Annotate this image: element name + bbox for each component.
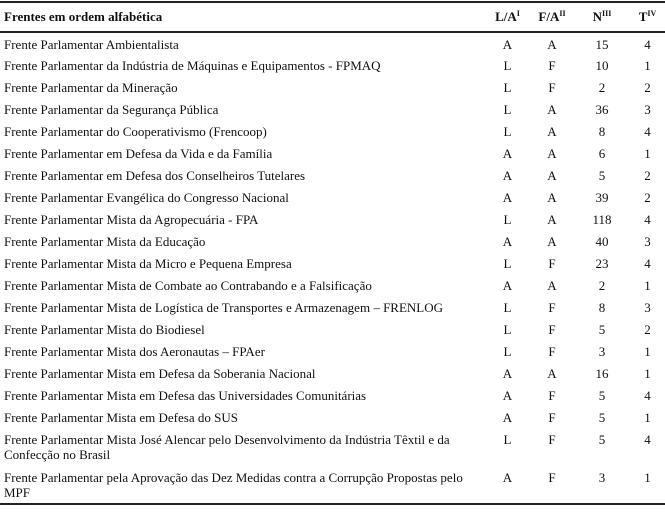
n-cell: 3 [598,470,606,485]
fa-cell: A [547,234,557,249]
fa-cell: F [548,80,556,95]
fa-cell: A [547,190,557,205]
table-row [0,274,665,296]
fa-cell: F [548,322,556,337]
n-cell: 8 [598,300,606,315]
t-cell: 3 [644,234,651,249]
header-n-label: N [592,9,603,24]
header-n-sup: III [602,9,612,18]
frente-name: Frente Parlamentar Mista do Biodiesel [4,322,205,337]
header-n [574,2,630,32]
t-cell: 1 [644,344,651,359]
frente-name: Frente Parlamentar Ambientalista [4,37,179,52]
t-cell: 4 [644,212,651,227]
fa-cell: A [547,124,557,139]
la-cell: L [503,212,512,227]
table-row [0,98,665,120]
fa-cell: F [548,300,556,315]
t-cell: 4 [644,37,651,52]
n-cell: 16 [595,366,609,381]
table-row [0,32,665,54]
n-cell: 3 [598,344,606,359]
t-cell: 1 [644,470,651,485]
frente-name: Frente Parlamentar Mista da Educação [4,234,206,249]
la-cell: L [503,432,512,447]
la-cell: L [503,322,512,337]
n-cell: 8 [598,124,606,139]
table-row [0,318,665,340]
table-row [0,384,665,406]
t-cell: 2 [644,168,651,183]
t-cell: 1 [644,410,651,425]
la-cell: A [502,470,513,485]
la-cell: L [503,58,512,73]
n-cell: 5 [598,322,606,337]
t-cell: 4 [644,256,651,271]
frente-name: Frente Parlamentar em Defesa da Vida e da Família [4,146,273,161]
table-row [0,296,665,318]
table-row [0,142,665,164]
fa-cell: F [548,58,556,73]
fa-cell: F [548,344,556,359]
frente-name: Frente Parlamentar Mista José Alencar pelo Desenvolvimento da Indústria Têxtil e da Confecção no Brasil [4,432,450,462]
t-cell: 4 [644,124,651,139]
header-fa-label: F/A [538,9,560,24]
la-cell: L [503,80,512,95]
t-cell: 4 [644,432,651,447]
la-cell: A [502,278,513,293]
frente-name: Frente Parlamentar da Segurança Pública [4,102,219,117]
header-fa [530,2,574,32]
fa-cell: A [547,146,557,161]
fa-cell: A [547,37,557,52]
la-cell: L [503,300,512,315]
t-cell: 3 [644,102,651,117]
n-cell: 23 [595,256,609,271]
frente-name: Frente Parlamentar Mista da Micro e Pequena Empresa [4,256,292,271]
frentes-table [0,1,665,505]
table-row [0,186,665,208]
n-cell: 5 [598,168,606,183]
frente-name: Frente Parlamentar Mista em Defesa da Soberania Nacional [4,366,316,381]
table-row [0,208,665,230]
fa-cell: A [547,278,557,293]
n-cell: 2 [598,278,606,293]
frente-name: Frente Parlamentar Mista em Defesa do SUS [4,410,238,425]
frente-name: Frente Parlamentar da Mineração [4,80,178,95]
header-row [0,2,665,32]
t-cell: 3 [644,300,651,315]
fa-cell: A [547,366,557,381]
fa-cell: A [547,168,557,183]
frente-name: Frente Parlamentar Mista em Defesa das Universidades Comunitárias [4,388,367,403]
table-row [0,230,665,252]
frente-name: Frente Parlamentar Mista da Agropecuária - FPA [4,212,259,227]
t-cell: 1 [644,146,651,161]
t-cell: 1 [644,278,651,293]
t-cell: 2 [644,80,651,95]
la-cell: L [503,102,512,117]
n-cell: 15 [595,37,609,52]
frente-name: Frente Parlamentar Evangélica do Congresso Nacional [4,190,289,205]
la-cell: L [503,344,512,359]
table-row [0,54,665,76]
la-cell: L [503,124,512,139]
n-cell: 10 [595,58,609,73]
la-cell: A [502,37,513,52]
header-t-sup: IV [647,9,657,18]
fa-cell: F [548,470,556,485]
t-cell: 4 [644,388,651,403]
la-cell: A [502,388,513,403]
table-row [0,164,665,186]
fa-cell: F [548,256,556,271]
la-cell: A [502,234,513,249]
la-cell: A [502,366,513,381]
header-t [630,2,665,32]
la-cell: A [502,190,513,205]
table-row [0,428,665,466]
frente-name: Frente Parlamentar pela Aprovação das Dez Medidas contra a Corrupção Propostas pelo MPF [4,470,463,500]
header-t-label: T [638,9,648,24]
frente-name: Frente Parlamentar do Cooperativismo (Frencoop) [4,124,267,139]
la-cell: L [503,256,512,271]
fa-cell: F [548,432,556,447]
n-cell: 6 [598,146,606,161]
header-la-sup: I [516,9,520,18]
frente-name: Frente Parlamentar em Defesa dos Conselheiros Tutelares [4,168,306,183]
frente-name: Frente Parlamentar da Indústria de Máquinas e Equipamentos - FPMAQ [4,58,381,73]
n-cell: 118 [592,212,612,227]
fa-cell: A [547,212,557,227]
header-la [485,2,530,32]
table-row [0,362,665,384]
t-cell: 1 [644,366,651,381]
table-row [0,252,665,274]
frente-name: Frente Parlamentar Mista de Logística de Transportes e Armazenagem – FRENLOG [4,300,444,315]
table-row [0,466,665,504]
table-row [0,76,665,98]
la-cell: A [502,168,513,183]
n-cell: 39 [595,190,609,205]
fa-cell: F [548,388,556,403]
table-row [0,340,665,362]
header-title: Frentes em ordem alfabética [0,2,485,32]
t-cell: 1 [644,58,651,73]
n-cell: 5 [598,410,606,425]
n-cell: 5 [598,432,606,447]
table-row [0,406,665,428]
t-cell: 2 [644,322,651,337]
t-cell: 2 [644,190,651,205]
n-cell: 36 [595,102,609,117]
n-cell: 2 [598,80,606,95]
table-row [0,120,665,142]
frente-name: Frente Parlamentar Mista de Combate ao Contrabando e a Falsificação [4,278,372,293]
fa-cell: F [548,410,556,425]
header-fa-sup: II [559,9,566,18]
fa-cell: A [547,102,557,117]
n-cell: 40 [595,234,609,249]
header-la-label: L/A [495,9,517,24]
la-cell: A [502,146,513,161]
n-cell: 5 [598,388,606,403]
la-cell: A [502,410,513,425]
frente-name: Frente Parlamentar Mista dos Aeronautas – FPAer [4,344,265,359]
